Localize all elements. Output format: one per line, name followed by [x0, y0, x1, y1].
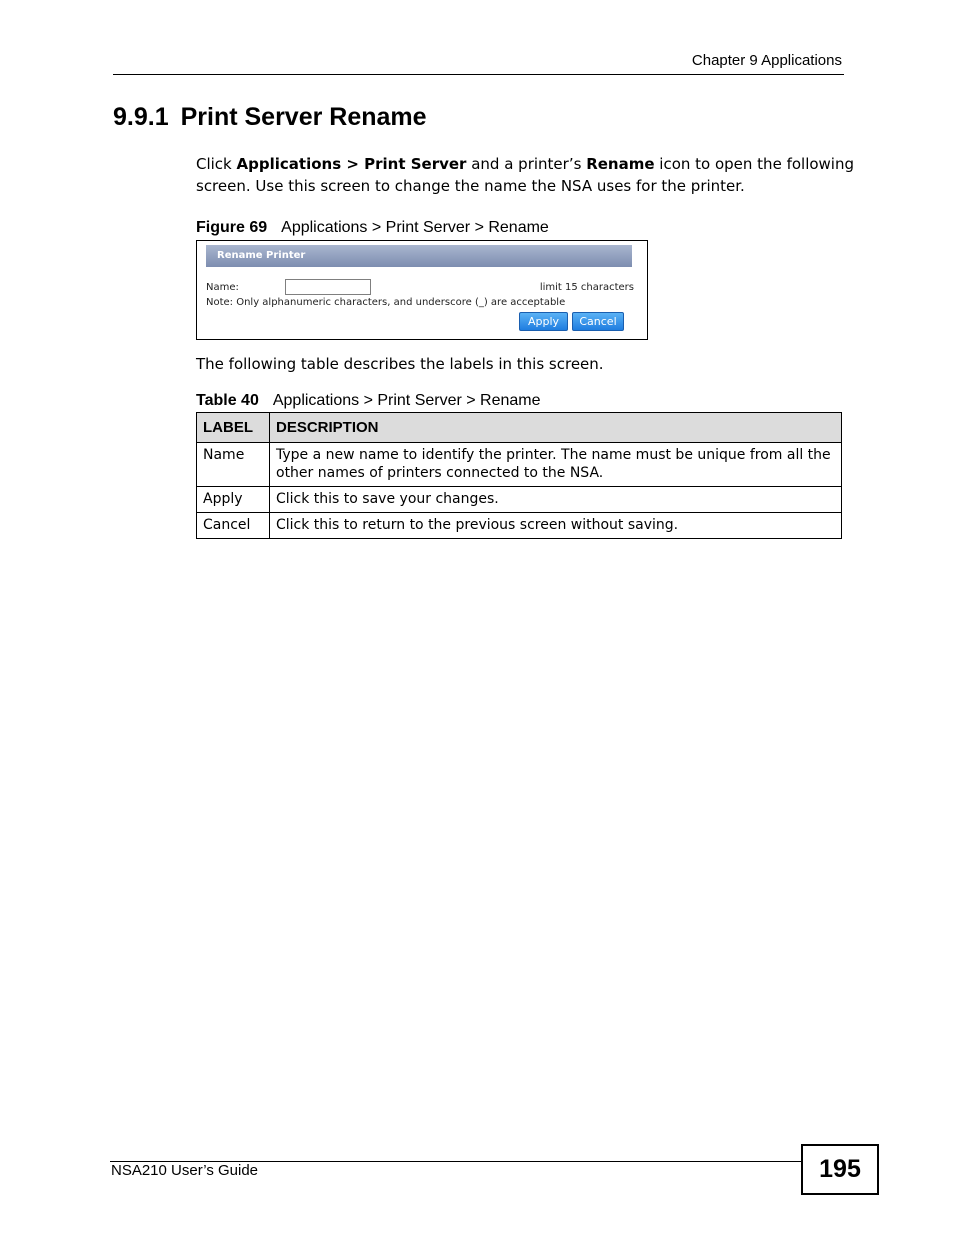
intro-paragraph [196, 153, 856, 197]
table-row [197, 513, 842, 539]
limit-hint: limit 15 characters [539, 282, 634, 293]
cancel-button[interactable]: Cancel [572, 312, 624, 331]
page-number: 195 [801, 1144, 879, 1195]
table-row [197, 443, 842, 487]
intro-text-1: Click [196, 155, 237, 173]
table-caption-text: Applications > Print Server > Rename [272, 392, 541, 409]
section-number: 9.9.1 [113, 103, 169, 131]
header-label: LABEL [197, 413, 270, 443]
chapter-header: Chapter 9 Applications [691, 52, 842, 69]
header-rule [113, 74, 844, 75]
row-description: Click this to return to the previous screen without saving. [270, 513, 842, 539]
rename-printer-screenshot [196, 240, 648, 340]
figure-caption [196, 219, 549, 237]
intro-bold-rename: Rename [586, 155, 655, 173]
row-label: Apply [197, 487, 270, 513]
figure-label: Figure 69 [196, 219, 268, 236]
intro-text-2: and a printer’s [466, 155, 587, 173]
table-label: Table 40 [196, 392, 259, 409]
table-caption [196, 392, 541, 410]
rename-printer-panel-title: Rename Printer [206, 245, 632, 267]
row-description: Type a new name to identify the printer. The name must be unique from all the other names of printers connected to the NSA. [270, 443, 842, 487]
header-description: DESCRIPTION [270, 413, 842, 443]
section-title [113, 103, 427, 132]
intro-text-3: icon to open the following screen. Use this screen to change the name the NSA uses for the printer. [196, 155, 854, 195]
table-header-row [197, 413, 842, 443]
table-intro-text: The following table describes the labels in this screen. [196, 355, 604, 373]
guide-title: NSA210 User’s Guide [111, 1162, 259, 1179]
labels-table [196, 412, 842, 539]
apply-button[interactable]: Apply [519, 312, 568, 331]
note-text: Note: Only alphanumeric characters, and underscore (_) are acceptable [206, 297, 566, 308]
section-title-text: Print Server Rename [180, 103, 427, 131]
row-label: Cancel [197, 513, 270, 539]
row-description: Click this to save your changes. [270, 487, 842, 513]
figure-caption-text: Applications > Print Server > Rename [281, 219, 549, 236]
intro-bold-menu-path: Applications > Print Server [236, 155, 467, 173]
printer-name-input[interactable] [285, 279, 371, 295]
row-label: Name [197, 443, 270, 487]
table-row [197, 487, 842, 513]
name-field-label: Name: [206, 282, 239, 293]
